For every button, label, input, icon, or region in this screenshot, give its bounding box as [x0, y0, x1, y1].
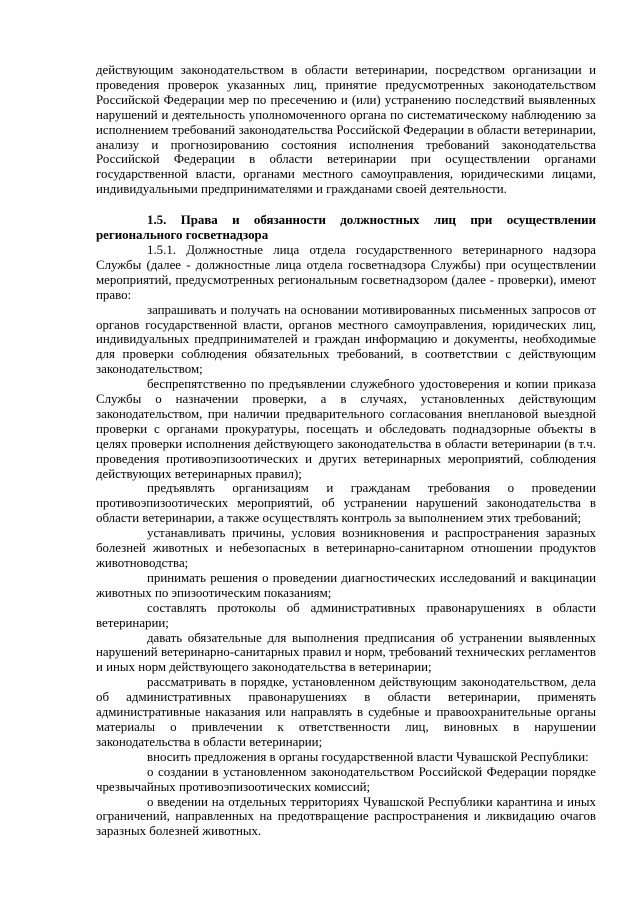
- list-item: составлять протоколы об административных правонарушениях в области ветеринарии;: [96, 600, 596, 630]
- list-item: о введении на отдельных территориях Чувашской Республики карантина и иных ограничений, направленных на предотвращение распространения и ликвидацию очагов заразных болезней животных.: [96, 794, 596, 839]
- list-item: запрашивать и получать на основании мотивированных письменных запросов от органов государственной власти, органов местного самоуправления, юридических лиц, индивидуальных предпринимателей и граждан информацию и документы, необходимые для проверки соблюдения обязательных требований, в соответствии с действующим законодательством;: [96, 302, 596, 377]
- list-item: беспрепятственно по предъявлении служебного удостоверения и копии приказа Службы о назначении проверки, а в случаях, установленных действующим законодательством, при наличии предварительного согласования внеплановой выездной проверки с органами прокуратуры, посещать и обследовать поднадзорные объекты в целях проверки исполнения действующего законодательства в области ветеринарии (в т.ч. проведения противоэпизоотических и других ветеринарных мероприятий, соблюдения действующих ветеринарных правил);: [96, 377, 596, 481]
- intro-paragraph: действующим законодательством в области ветеринарии, посредством организации и проведения проверок указанных лиц, принятие предусмотренных законодательством Российской Федерации мер по пресечению и (или) устранению последствий выявленных нарушений и деятельность уполномоченного органа по систематическому наблюдению за исполнением требований законодательства Российской Федерации в области ветеринарии, анализу и прогнозированию состояния исполнения требований законодательства Российской Федерации в области ветеринарии при осуществлении органами государственной власти, органами местного самоуправления, юридическими лицами, индивидуальными предпринимателями и гражданами своей деятельности.: [96, 63, 596, 197]
- paragraph: 1.5.1. Должностные лица отдела государственного ветеринарного надзора Службы (далее - должностные лица отдела госветнадзора Службы) при осуществлении мероприятий, предусмотренных региональным госветнадзором (далее - проверки), имеют право:: [96, 242, 596, 302]
- list-item: рассматривать в порядке, установленном действующим законодательством, дела об административных правонарушениях в области ветеринарии, применять административные наказания или направлять в судебные и правоохранительные органы материалы о привлечении к ответственности лиц, виновных в нарушении законодательства в области ветеринарии;: [96, 675, 596, 749]
- list-item: давать обязательные для выполнения предписания об устранении выявленных нарушений ветеринарно-санитарных правил и норм, требований технических регламентов и иных норм действующего законодательства в ветеринарии;: [96, 630, 596, 675]
- list-item: предъявлять организациям и гражданам требования о проведении противоэпизоотических мероприятий, об устранении нарушений законодательства в области ветеринарии, а также осуществлять контроль за выполнением этих требований;: [96, 481, 596, 526]
- list-item: о создании в установленном законодательством Российской Федерации порядке чрезвычайных противоэпизоотических комиссий;: [96, 764, 596, 794]
- list-item: устанавливать причины, условия возникновения и распространения заразных болезней животных и небезопасных в ветеринарно-санитарном отношении продуктов животноводства;: [96, 526, 596, 570]
- document-body: [96, 63, 596, 839]
- list-item: принимать решения о проведении диагностических исследований и вакцинации животных по эпизоотическим показаниям;: [96, 570, 596, 600]
- section-heading: 1.5. Права и обязанности должностных лиц при осуществлении регионального госветнадзора: [96, 213, 596, 243]
- list-item: вносить предложения в органы государственной власти Чувашской Республики:: [147, 749, 589, 764]
